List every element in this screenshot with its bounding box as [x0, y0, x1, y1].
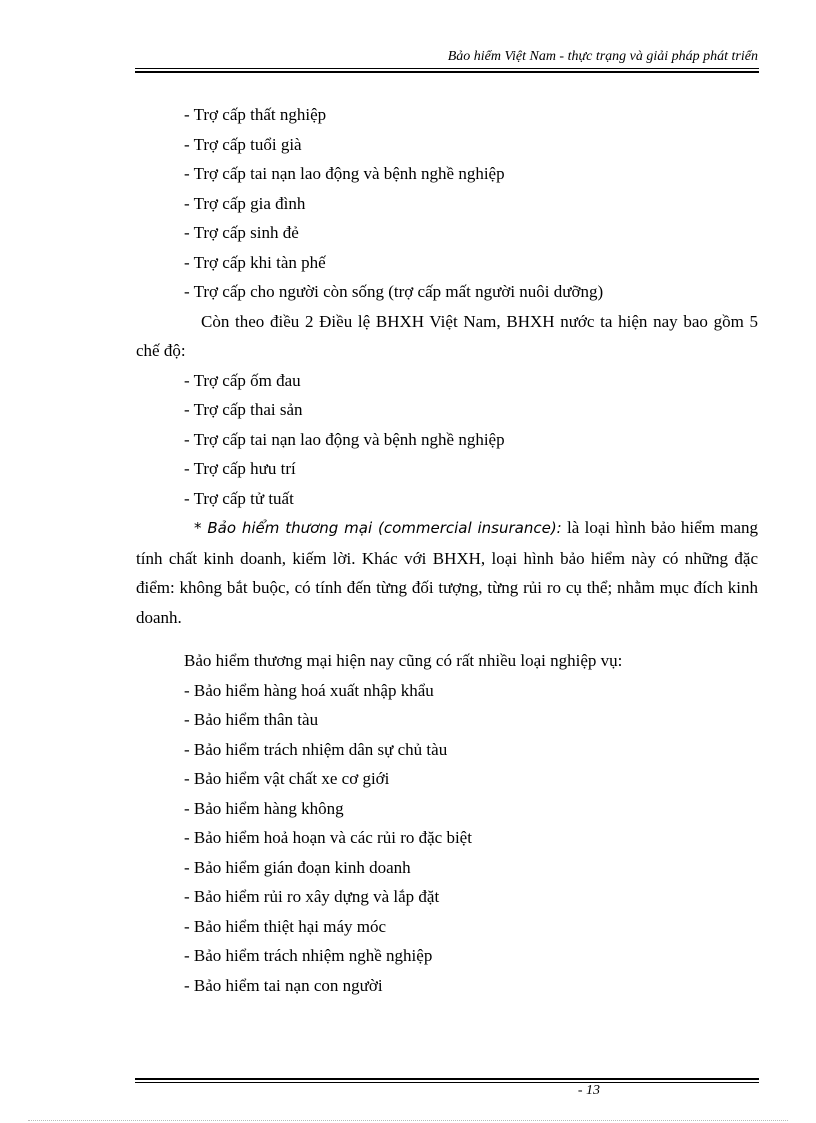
list-item: - Trợ cấp ốm đau	[184, 370, 301, 390]
list-item: - Trợ cấp tai nạn lao động và bệnh nghề nghiệp	[184, 429, 505, 449]
list-item: - Trợ cấp khi tàn phế	[184, 252, 326, 272]
paragraph-intro: Bảo hiểm thương mại hiện nay cũng có rất nhiều loại nghiệp vụ:	[184, 651, 623, 670]
footer-rule	[135, 1082, 759, 1083]
commercial-insurance-text: là loại hình bảo hiểm mang tính chất kinh doanh, kiếm lời. Khác với BHXH, loại hình bảo hiểm này có những đặc điểm: không bắt buộc, có tính đến từng đối tượng, từng rủi ro cụ thể; nhằm mục đích kinh doanh.	[136, 518, 758, 627]
list-item: - Trợ cấp tai nạn lao động và bệnh nghề nghiệp	[184, 164, 505, 183]
page-bottom-edge	[28, 1120, 788, 1121]
list-item: - Bảo hiểm vật chất xe cơ giới	[184, 769, 390, 788]
list-item: - Bảo hiểm trách nhiệm nghề nghiệp	[184, 946, 433, 965]
list-item: - Bảo hiểm thân tàu	[184, 710, 319, 729]
list-item: - Trợ cấp gia đình	[184, 193, 306, 213]
commercial-insurance-lead: * Bảo hiểm thương mại (commercial insurance):	[194, 519, 562, 537]
footer-rule-thick	[135, 1078, 759, 1080]
list-item: - Trợ cấp hưu trí	[184, 459, 296, 478]
list-item: - Bảo hiểm hoả hoạn và các rủi ro đặc biệt	[184, 828, 472, 847]
list-item: - Bảo hiểm rủi ro xây dựng và lắp đặt	[184, 887, 440, 906]
list-item: - Trợ cấp sinh đẻ	[184, 223, 299, 242]
header-rule-thick	[135, 71, 759, 73]
list-item: - Trợ cấp thất nghiệp	[184, 105, 327, 124]
list-item: - Bảo hiểm gián đoạn kinh doanh	[184, 857, 411, 877]
paragraph: Còn theo điều 2 Điều lệ BHXH Việt Nam, BHXH nước ta hiện nay bao gồm 5 chế độ:	[136, 311, 758, 360]
list-item: - Trợ cấp cho người còn sống (trợ cấp mất người nuôi dưỡng)	[184, 282, 604, 301]
list-item: - Bảo hiểm tai nạn con người	[184, 975, 383, 995]
list-item: - Bảo hiểm hàng hoá xuất nhập khẩu	[184, 680, 434, 700]
list-item: - Trợ cấp tử tuất	[184, 488, 294, 508]
list-item: - Trợ cấp thai sản	[184, 400, 303, 419]
list-item: - Bảo hiểm trách nhiệm dân sự chủ tàu	[184, 739, 448, 759]
page-header-title: Bảo hiểm Việt Nam - thực trạng và giải pháp phát triển	[447, 49, 758, 64]
list-item: - Bảo hiểm hàng không	[184, 798, 344, 818]
paragraph-gap	[136, 632, 758, 646]
page-number: - 13	[577, 1083, 600, 1098]
page-body	[136, 100, 758, 1000]
paragraph-commercial-insurance	[136, 513, 758, 632]
list-item: - Bảo hiểm thiệt hại máy móc	[184, 916, 387, 936]
list-item: - Trợ cấp tuổi già	[184, 134, 302, 154]
header-rule	[135, 68, 759, 69]
